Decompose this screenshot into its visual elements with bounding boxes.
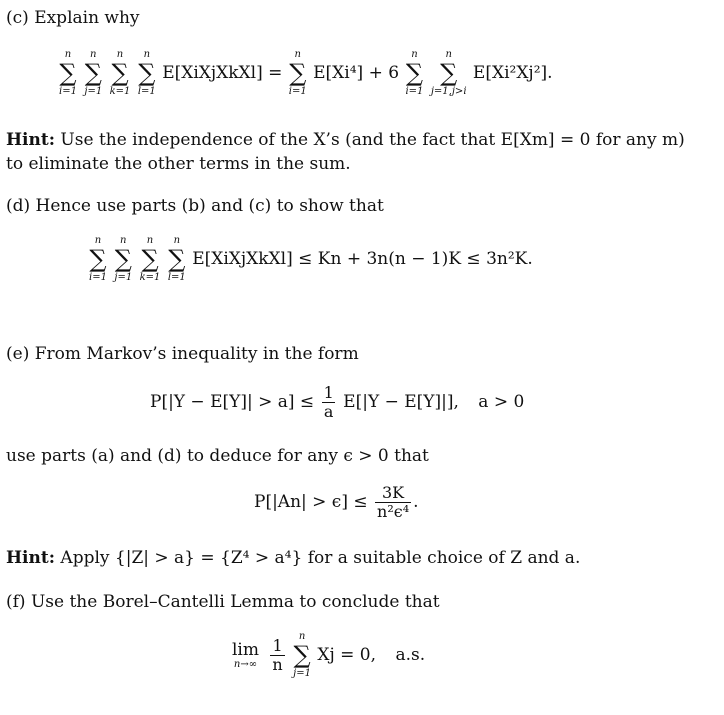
equation-f — [232, 632, 425, 679]
bound-tail: . — [413, 492, 419, 512]
sum-l: n ∑ l=1 — [137, 49, 156, 97]
rhs-term-1: E[Xi⁴] + 6 — [313, 63, 400, 83]
bound-fraction: $\frac{3K}{\text{n²ϵ⁴}}$ — [377, 483, 410, 521]
part-f-label: (f) Use the Borel–Cantelli Lemma to conclude that — [6, 592, 440, 612]
d-sum-l: n ∑ l=1 — [167, 235, 186, 283]
part-d-label: (d) Hence use parts (b) and (c) to show that — [6, 196, 384, 216]
equation-e-bound — [254, 484, 419, 521]
markov-rhs: E[|Y − E[Y]|], — [343, 392, 459, 412]
rhs-sum2-i: n ∑ i=1 — [405, 49, 424, 97]
part-c-label: (c) Explain why — [6, 8, 140, 28]
lhs-term: E[XiXjXkXl] = — [162, 63, 283, 83]
almost-surely: a.s. — [395, 645, 426, 665]
hint-e-text: Apply {|Z| > a} = {Z⁴ > a⁴} for a suitable choice of Z and a. — [60, 548, 581, 568]
hint-c-label: Hint: — [6, 130, 56, 150]
d-sum-k: n ∑ k=1 — [139, 235, 161, 283]
part-e-label: (e) From Markov’s inequality in the form — [6, 344, 359, 364]
d-sum-i: n ∑ i=1 — [89, 235, 107, 283]
d-term: E[XiXjXkXl] ≤ Kn + 3n(n − 1)K ≤ 3n²K. — [192, 249, 533, 269]
sum-i: n ∑ i=1 — [59, 49, 77, 97]
limit-operator: lim n→∞ — [232, 640, 259, 670]
rhs-sum2-j: n ∑ j=1,j>i — [430, 49, 467, 97]
hint-e — [6, 548, 580, 568]
markov-condition: a > 0 — [478, 392, 525, 412]
f-sum-j: n ∑ j=1 — [293, 631, 311, 679]
f-term: Xj = 0, — [317, 645, 377, 665]
f-fraction: $\frac{1}{n}$ — [272, 636, 283, 674]
bound-lhs: P[|An| > ϵ] ≤ — [254, 492, 368, 512]
hint-c-text: Use the independence of the X’s (and the fact that E[Xm] = 0 for any m) to eliminate the other terms in the sum. — [6, 130, 685, 174]
hint-c — [6, 128, 706, 176]
markov-fraction: $\frac{1}{a}$ — [323, 383, 334, 421]
d-sum-j: n ∑ j=1 — [114, 235, 133, 283]
markov-lhs: P[|Y − E[Y]| > a] ≤ — [150, 392, 315, 412]
part-e-mid: use parts (a) and (d) to deduce for any ϵ > 0 that — [6, 446, 429, 466]
equation-c — [58, 50, 553, 97]
equation-e-markov — [150, 384, 524, 421]
rhs-term-2: E[Xi²Xj²]. — [472, 63, 553, 83]
equation-d — [88, 236, 533, 283]
rhs-sum-i: n ∑ i=1 — [288, 49, 307, 97]
hint-e-label: Hint: — [6, 548, 56, 568]
sum-j: n ∑ j=1 — [84, 49, 103, 97]
sum-k: n ∑ k=1 — [109, 49, 131, 97]
